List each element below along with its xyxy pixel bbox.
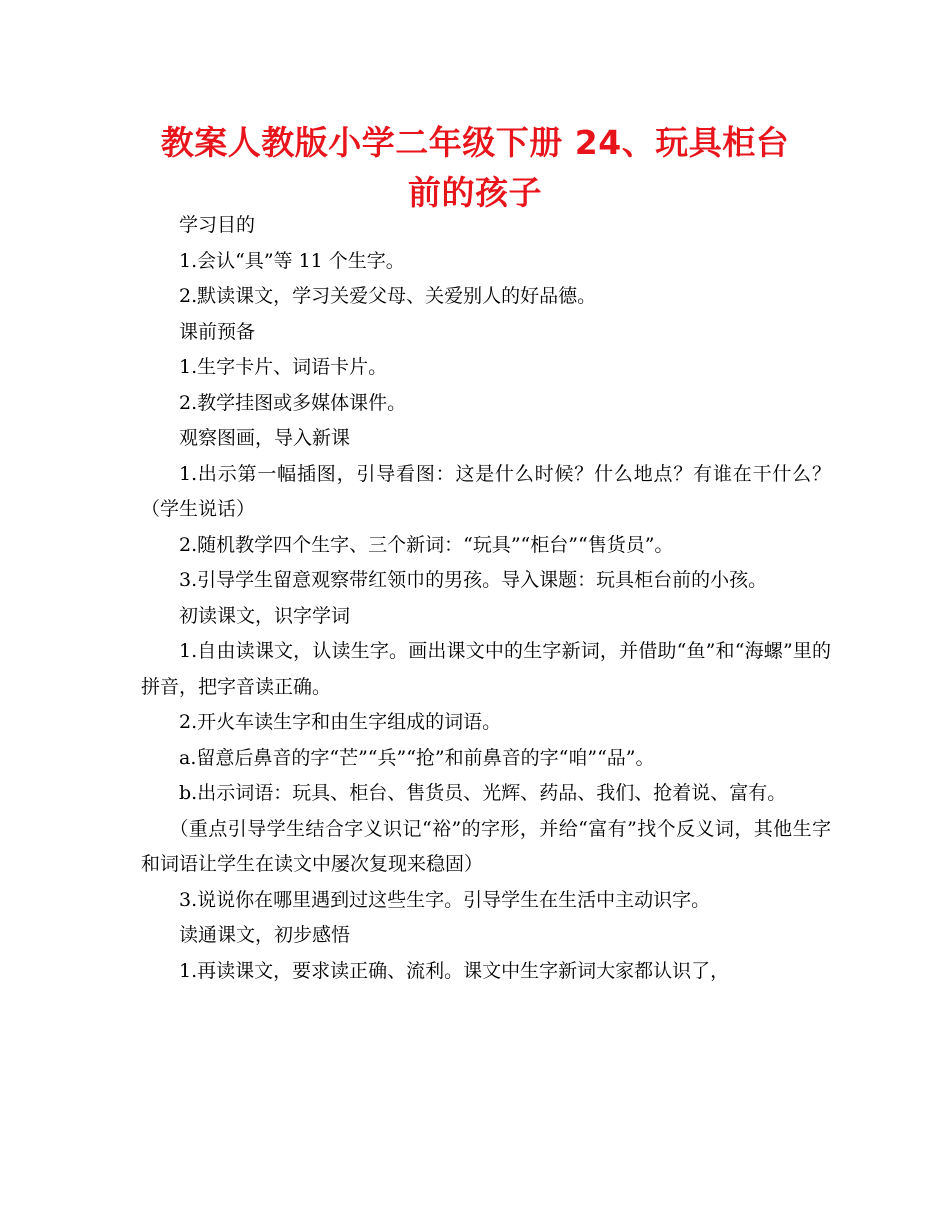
paragraph: 1.会认“具”等 11 个生字。 xyxy=(179,249,405,272)
paragraph: 1.自由读课文，认读生字。画出课文中的生字新词，并借助“鱼”和“海螺”里的拼音，把字音读正确。 xyxy=(141,640,831,698)
paragraph: 1.出示第一幅插图，引导看图：这是什么时候？什么地点？有谁在干什么？（学生说话） xyxy=(141,462,831,520)
section-heading-observe: 观察图画，导入新课 xyxy=(179,427,351,449)
paragraph: 3.说说你在哪里遇到过这些生字。引导学生在生活中主动识字。 xyxy=(179,888,711,911)
paragraph: 2.教学挂图或多媒体课件。 xyxy=(179,391,407,414)
section-heading-objectives: 学习目的 xyxy=(179,214,256,236)
document-title xyxy=(100,118,850,218)
paragraph: 2.默读课文，学习关爱父母、关爱别人的好品德。 xyxy=(179,285,597,307)
document-body xyxy=(141,208,831,989)
section-heading-first-reading: 初读课文，识字学词 xyxy=(179,604,351,627)
paragraph-note: （重点引导学生结合字义识记“裕”的字形，并给“富有”找个反义词，其他生字和词语让学生在读文中屡次复现来稳固） xyxy=(141,817,831,875)
paragraph: 2.开火车读生字和由生字组成的词语。 xyxy=(179,711,502,733)
paragraph: b.出示词语：玩具、柜台、售货员、光辉、药品、我们、抢着说、富有。 xyxy=(179,782,787,804)
paragraph: 3.引导学生留意观察带红领巾的男孩。导入课题：玩具柜台前的小孩。 xyxy=(179,569,768,591)
section-heading-reading-through: 读通课文，初步感悟 xyxy=(179,924,351,946)
title-line-2: 前的孩子 xyxy=(408,173,542,212)
title-line-1: 教案人教版小学二年级下册 24、玩具柜台 xyxy=(160,123,790,162)
section-heading-preparation: 课前预备 xyxy=(179,320,256,343)
paragraph: a.留意后鼻音的字“芒”“兵”“抢”和前鼻音的字“咱”“品”。 xyxy=(179,746,655,769)
paragraph: 1.再读课文，要求读正确、流利。课文中生字新词大家都认识了， xyxy=(179,959,730,982)
paragraph: 1.生字卡片、词语卡片。 xyxy=(179,356,388,378)
paragraph: 2.随机教学四个生字、三个新词：“玩具”“柜台”“售货员”。 xyxy=(179,533,674,556)
